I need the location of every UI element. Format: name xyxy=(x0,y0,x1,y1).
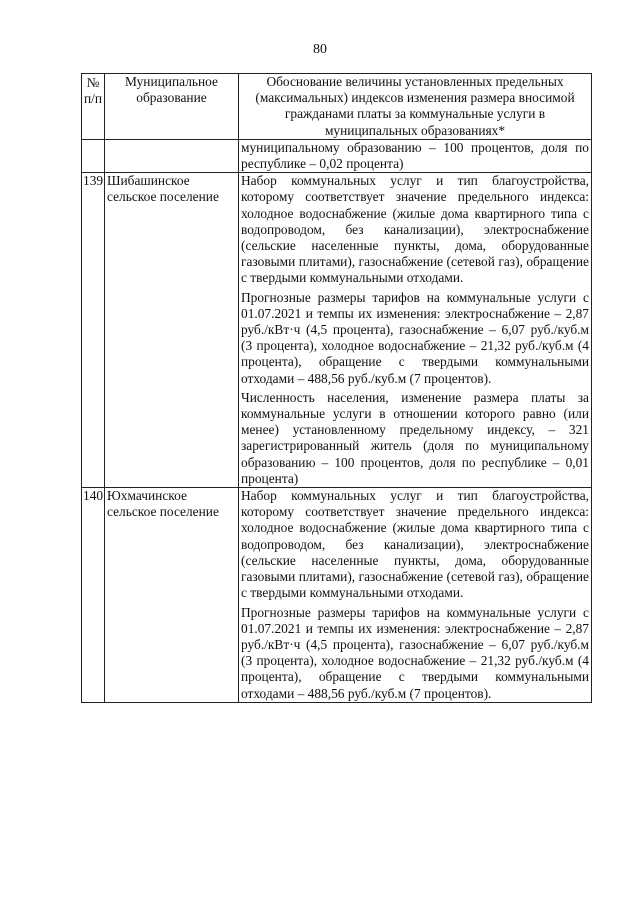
continuation-municipality-cell xyxy=(105,139,239,172)
municipality-name: Шибашинское сельское поселение xyxy=(105,173,239,488)
justification-paragraph: Прогнозные размеры тарифов на коммунальные услуги с 01.07.2021 и темпы их изменения: электроснабжение – 2,87 руб./кВт·ч (4,5 процента), газоснабжение – 6,07 руб./куб.м (3 процента), холодное водоснабжение – 21,32 руб./куб.м (4 процента), обращение с твердыми коммунальными отходами – 488,56 руб./куб.м (7 процентов). xyxy=(241,289,589,386)
row-number: 139 xyxy=(82,173,105,488)
page-number: 80 xyxy=(313,42,327,57)
table-row xyxy=(82,488,592,703)
table-row xyxy=(82,173,592,488)
header-municipality: Муниципальное образование xyxy=(105,74,239,140)
continuation-text: муниципальному образованию – 100 процентов, доля по республике – 0,02 процента) xyxy=(239,139,592,172)
row-number: 140 xyxy=(82,488,105,703)
tariff-table xyxy=(81,73,592,703)
justification-cell xyxy=(239,488,592,703)
header-num: № п/п xyxy=(82,74,105,140)
justification-cell xyxy=(239,173,592,488)
justification-paragraph: Численность населения, изменение размера платы за коммунальные услуги в отношении которого равно (или менее) установленному предельному индексу, – 321 зарегистрированный житель (доля по муниципальному образованию – 100 процентов, доля по республике – 0,01 процента) xyxy=(241,389,589,486)
justification-paragraph: Набор коммунальных услуг и тип благоустройства, которому соответствует значение предельного индекса: холодное водоснабжение (жилые дома квартирного типа с водопроводом, без канализации), электроснабжение (сельские населенные пункты, дома, оборудованные газовыми плитами), газоснабжение (сетевой газ), обращение с твердыми коммунальными отходами. xyxy=(241,173,589,286)
table-row-continuation xyxy=(82,139,592,172)
justification-paragraph: Набор коммунальных услуг и тип благоустройства, которому соответствует значение предельного индекса: холодное водоснабжение (жилые дома квартирного типа с водопроводом, без канализации), электроснабжение (сельские населенные пункты, дома, оборудованные газовыми плитами), газоснабжение (сетевой газ), обращение с твердыми коммунальными отходами. xyxy=(241,488,589,601)
table-header-row xyxy=(82,74,592,140)
continuation-num-cell xyxy=(82,139,105,172)
municipality-name: Юхмачинское сельское поселение xyxy=(105,488,239,703)
header-justification: Обоснование величины установленных предельных (максимальных) индексов изменения размера вносимой гражданами платы за коммунальные услуги в муниципальных образованиях* xyxy=(239,74,592,140)
justification-paragraph: Прогнозные размеры тарифов на коммунальные услуги с 01.07.2021 и темпы их изменения: электроснабжение – 2,87 руб./кВт·ч (4,5 процента), газоснабжение – 6,07 руб./куб.м (3 процента), холодное водоснабжение – 21,32 руб./куб.м (4 процента), обращение с твердыми коммунальными отходами – 488,56 руб./куб.м (7 процентов). xyxy=(241,604,589,701)
